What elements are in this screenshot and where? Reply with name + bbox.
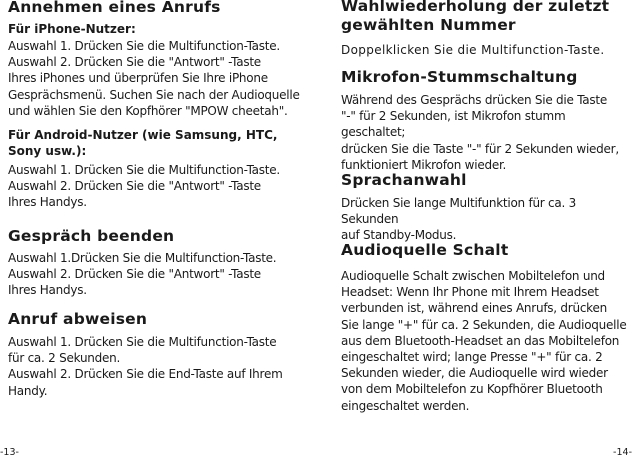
paragraph-reject-call: Auswahl 1. Drücken Sie die Multifunction-Taste für ca. 2 Sekunden. Auswahl 2. Drücken Sie die End-Taste auf Ihrem Handy. — [8, 335, 283, 398]
paragraph-mic-mute: Während des Gesprächs drücken Sie die Taste "-" für 2 Sekunden, ist Mikrofon stumm geschaltet; drücken Sie die Taste "-" für 2 Sekunden wieder, funktioniert Mikrofon wieder. — [341, 93, 619, 172]
paragraph-end-call: Auswahl 1.Drücken Sie die Multifunction-Taste. Auswahl 2. Drücken Sie die "Antwort" -Taste Ihres Handys. — [8, 251, 277, 298]
paragraph-iphone-answer: Auswahl 1. Drücken Sie die Multifunction-Taste. Auswahl 2. Drücken Sie die "Antwort" -Taste Ihres iPhones und überprüfen Sie Ihre iPhone Gesprächsmenü. Suchen Sie nach der Audioquelle und wählen Sie den Kopfhörer "MPOW cheetah". — [8, 39, 300, 118]
paragraph-android-answer: Auswahl 1. Drücken Sie die Multifunction-Taste. Auswahl 2. Drücken Sie die "Antwort" -Taste Ihres Handys. — [8, 163, 280, 210]
section-title-reject-call: Anruf abweisen — [8, 310, 148, 328]
paragraph-redial: Doppelklicken Sie die Multifunction-Taste. — [341, 43, 605, 57]
paragraph-audio-switch: Audioquelle Schalt zwischen Mobiltelefon und Headset: Wenn Ihr Phone mit Ihrem Headset verbunden ist, während eines Anrufs, drücken Sie lange "+" für ca. 2 Sekunden, die Audioquelle aus dem Bluetooth-Headset an das Mobiltelefon eingeschaltet wird; lange Presse "+" für ca. 2 Sekunden wieder, die Audioquelle wird wieder von dem Mobiltelefon zu Kopfhörer Bluetooth eingeschaltet werden. — [341, 269, 627, 413]
subtitle-iphone-users: Für iPhone-Nutzer: — [8, 22, 136, 36]
subtitle-android-users: Für Android-Nutzer (wie Samsung, HTC, Sony usw.): — [8, 128, 278, 158]
section-title-audio-switch: Audioquelle Schalt — [341, 241, 509, 259]
section-title-mic-mute: Mikrofon-Stummschaltung — [341, 68, 578, 86]
section-title-end-call: Gespräch beenden — [8, 227, 175, 245]
page-number-left: -13- — [0, 447, 19, 458]
section-title-redial: Wahlwiederholung der zuletzt gewählten Nummer — [341, 0, 610, 34]
paragraph-voice-dial: Drücken Sie lange Multifunktion für ca. 3 Sekunden auf Standby-Modus. — [341, 196, 577, 243]
page-number-right: -14- — [613, 447, 632, 458]
section-title-voice-dial: Sprachanwahl — [341, 171, 467, 189]
section-title-answer-call: Annehmen eines Anrufs — [8, 0, 221, 16]
